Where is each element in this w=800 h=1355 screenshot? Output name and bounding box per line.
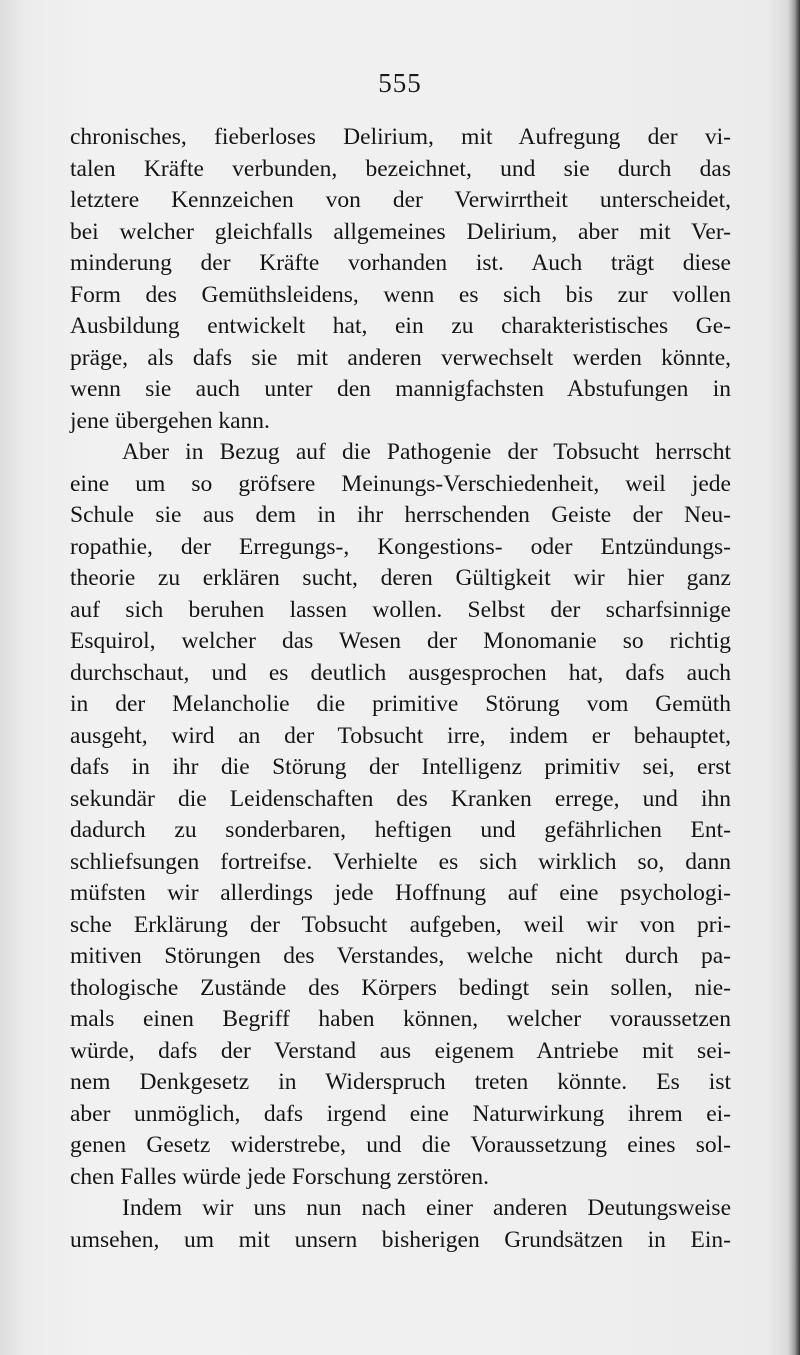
text-line: thologische Zustände des Körpers bedingt sein sollen, nie- — [70, 974, 731, 1001]
text-line: in der Melancholie die primitive Störung vom Gemüth — [70, 691, 731, 717]
text-line: müfsten wir allerdings jede Hoffnung auf eine psychologi- — [70, 880, 731, 906]
text-line: dafs in ihr die Störung der Intelligenz primitiv sei, erst — [70, 754, 731, 780]
body-text — [70, 122, 731, 1256]
text-line: mitiven Störungen des Verstandes, welche nicht durch pa- — [70, 943, 731, 969]
text-line: mals einen Begriff haben können, welcher voraussetzen — [70, 1006, 731, 1032]
text-line: eine um so gröfsere Meinungs-Verschiedenheit, weil jede — [70, 470, 731, 497]
text-line: ropathie, der Erregungs-, Kongestions- oder Entzündungs- — [70, 533, 731, 560]
text-line: letztere Kennzeichen von der Verwirrtheit unterscheidet, — [70, 187, 731, 213]
text-line: auf sich beruhen lassen wollen. Selbst der scharfsinnige — [70, 596, 731, 623]
text-line: dadurch zu sonderbaren, heftigen und gefährlichen Ent- — [70, 817, 731, 843]
text-line: wenn sie auch unter den mannigfachsten Abstufungen in — [70, 376, 731, 402]
text-line: chen Falles würde jede Forschung zerstören. — [70, 1163, 489, 1190]
text-line: nem Denkgesetz in Widerspruch treten könnte. Es ist — [70, 1069, 731, 1095]
text-line: Form des Gemüthsleidens, wenn es sich bis zur vollen — [70, 281, 731, 308]
text-line: Indem wir uns nun nach einer anderen Deutungsweise — [122, 1195, 731, 1221]
text-line: chronisches, fieberloses Delirium, mit Aufregung der vi- — [70, 124, 731, 150]
text-line: durchschaut, und es deutlich ausgesprochen hat, dafs auch — [70, 659, 731, 686]
text-line: Schule sie aus dem in ihr herrschenden Geiste der Neu- — [70, 502, 731, 528]
page-number: 555 — [378, 68, 422, 98]
text-line: jene übergehen kann. — [70, 407, 270, 434]
text-line: genen Gesetz widerstrebe, und die Voraussetzung eines sol- — [70, 1132, 731, 1158]
text-line: sche Erklärung der Tobsucht aufgeben, weil wir von pri- — [70, 911, 731, 938]
text-line: umsehen, um mit unsern bisherigen Grundsätzen in Ein- — [70, 1226, 731, 1253]
text-line: Aber in Bezug auf die Pathogenie der Tobsucht herrscht — [122, 439, 731, 465]
text-line: sekundär die Leidenschaften des Kranken errege, und ihn — [70, 785, 731, 812]
text-line: ausgeht, wird an der Tobsucht irre, indem er behauptet, — [70, 722, 731, 749]
text-line: Ausbildung entwickelt hat, ein zu charakteristisches Ge- — [70, 313, 731, 339]
text-line: schliefsungen fortreifse. Verhielte es sich wirklich so, dann — [70, 848, 731, 875]
text-line: theorie zu erklären sucht, deren Gültigkeit wir hier ganz — [70, 565, 731, 591]
text-line: minderung der Kräfte vorhanden ist. Auch trägt diese — [70, 250, 731, 276]
page-edge-shadow — [788, 0, 800, 1355]
text-line: talen Kräfte verbunden, bezeichnet, und sie durch das — [70, 155, 731, 182]
text-line: bei welcher gleichfalls allgemeines Delirium, aber mit Ver- — [70, 218, 731, 245]
text-line: präge, als dafs sie mit anderen verwechselt werden könnte, — [70, 344, 731, 371]
text-line: würde, dafs der Verstand aus eigenem Antriebe mit sei- — [70, 1037, 731, 1064]
text-line: aber unmöglich, dafs irgend eine Naturwirkung ihrem ei- — [70, 1100, 731, 1127]
text-line: Esquirol, welcher das Wesen der Monomanie so richtig — [70, 628, 731, 654]
